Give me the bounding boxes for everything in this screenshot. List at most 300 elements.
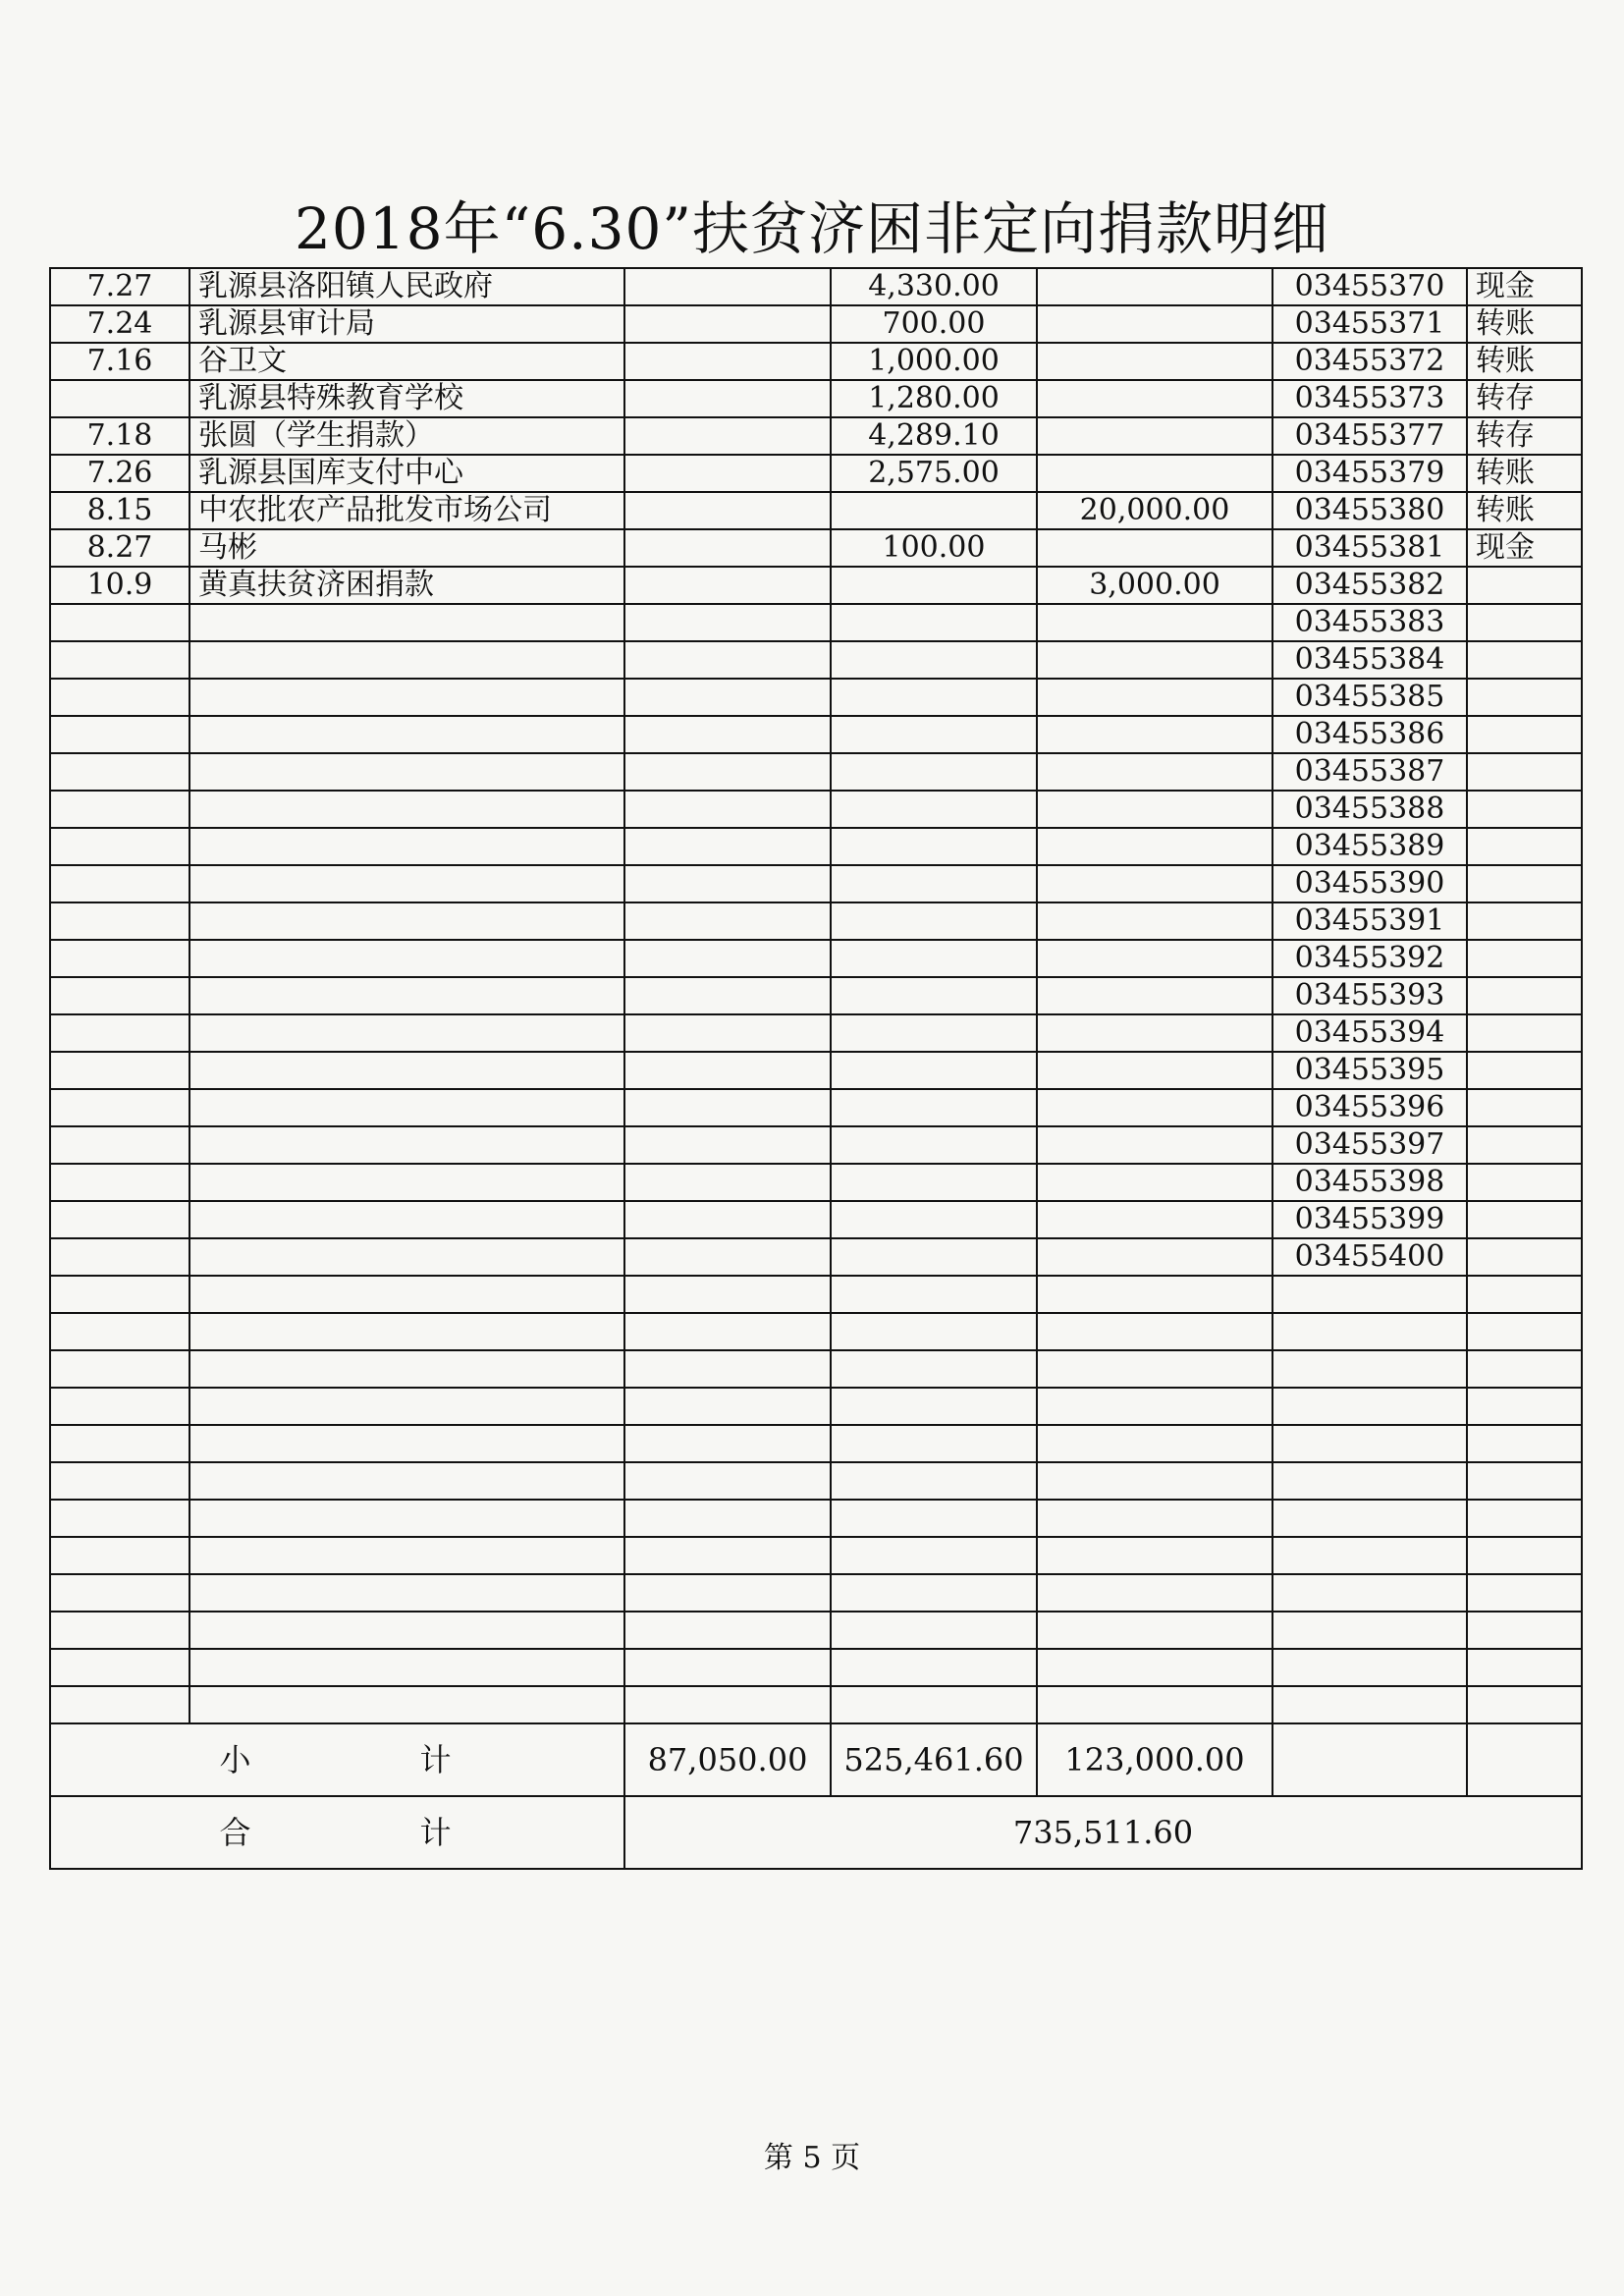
table-row bbox=[50, 1089, 1582, 1126]
receipt-number-cell: 03455397 bbox=[1272, 1126, 1467, 1164]
amount-col-b-cell bbox=[831, 791, 1037, 828]
donor-name-cell bbox=[189, 1201, 624, 1238]
receipt-number-cell: 03455382 bbox=[1272, 567, 1467, 604]
receipt-number-cell bbox=[1272, 1313, 1467, 1350]
table-row bbox=[50, 1238, 1582, 1276]
table-row bbox=[50, 940, 1582, 977]
date-cell bbox=[50, 641, 189, 679]
donor-name-cell bbox=[189, 1164, 624, 1201]
amount-col-c-cell bbox=[1037, 865, 1272, 902]
payment-method-cell bbox=[1467, 1164, 1582, 1201]
amount-col-b-cell bbox=[831, 604, 1037, 641]
payment-method-cell bbox=[1467, 641, 1582, 679]
donor-name-cell bbox=[189, 1388, 624, 1425]
amount-col-a-cell bbox=[624, 1014, 831, 1052]
receipt-number-cell bbox=[1272, 1649, 1467, 1686]
donor-name-cell: 乳源县洛阳镇人民政府 bbox=[189, 268, 624, 305]
summary-body bbox=[50, 1723, 1582, 1869]
donor-name-cell: 张圆（学生捐款） bbox=[189, 417, 624, 455]
receipt-number-cell: 03455400 bbox=[1272, 1238, 1467, 1276]
table-row bbox=[50, 604, 1582, 641]
donor-name-cell bbox=[189, 1350, 624, 1388]
amount-col-a-cell bbox=[624, 305, 831, 343]
donor-name-cell: 谷卫文 bbox=[189, 343, 624, 380]
table-row bbox=[50, 529, 1582, 567]
receipt-number-cell bbox=[1272, 1425, 1467, 1462]
payment-method-cell bbox=[1467, 1574, 1582, 1612]
date-cell bbox=[50, 828, 189, 865]
receipt-number-cell: 03455372 bbox=[1272, 343, 1467, 380]
date-cell bbox=[50, 1014, 189, 1052]
amount-col-c-cell bbox=[1037, 1462, 1272, 1500]
total-value: 735,511.60 bbox=[624, 1796, 1582, 1869]
receipt-number-cell: 03455377 bbox=[1272, 417, 1467, 455]
payment-method-cell: 转账 bbox=[1467, 455, 1582, 492]
payment-method-cell bbox=[1467, 791, 1582, 828]
amount-col-b-cell: 2,575.00 bbox=[831, 455, 1037, 492]
subtotal-col-b: 525,461.60 bbox=[831, 1723, 1037, 1796]
amount-col-b-cell bbox=[831, 1276, 1037, 1313]
donor-name-cell bbox=[189, 604, 624, 641]
table-row bbox=[50, 1350, 1582, 1388]
donor-name-cell bbox=[189, 1313, 624, 1350]
date-cell bbox=[50, 977, 189, 1014]
date-cell bbox=[50, 604, 189, 641]
amount-col-b-cell bbox=[831, 1649, 1037, 1686]
amount-col-b-cell bbox=[831, 1537, 1037, 1574]
amount-col-a-cell bbox=[624, 753, 831, 791]
payment-method-cell bbox=[1467, 1612, 1582, 1649]
amount-col-b-cell bbox=[831, 1164, 1037, 1201]
table-row bbox=[50, 1126, 1582, 1164]
receipt-number-cell: 03455394 bbox=[1272, 1014, 1467, 1052]
donor-name-cell bbox=[189, 1649, 624, 1686]
receipt-number-cell: 03455380 bbox=[1272, 492, 1467, 529]
amount-col-c-cell bbox=[1037, 902, 1272, 940]
amount-col-c-cell bbox=[1037, 828, 1272, 865]
subtotal-row bbox=[50, 1723, 1582, 1796]
amount-col-b-cell: 100.00 bbox=[831, 529, 1037, 567]
table-row bbox=[50, 1276, 1582, 1313]
amount-col-c-cell bbox=[1037, 417, 1272, 455]
table-row bbox=[50, 679, 1582, 716]
subtotal-col-a: 87,050.00 bbox=[624, 1723, 831, 1796]
amount-col-c-cell bbox=[1037, 268, 1272, 305]
receipt-number-cell: 03455392 bbox=[1272, 940, 1467, 977]
receipt-number-cell: 03455389 bbox=[1272, 828, 1467, 865]
date-cell bbox=[50, 791, 189, 828]
amount-col-b-cell bbox=[831, 977, 1037, 1014]
subtotal-method bbox=[1467, 1723, 1582, 1796]
amount-col-a-cell bbox=[624, 1276, 831, 1313]
amount-col-b-cell: 4,330.00 bbox=[831, 268, 1037, 305]
payment-method-cell bbox=[1467, 604, 1582, 641]
date-cell bbox=[50, 1126, 189, 1164]
donor-name-cell bbox=[189, 1574, 624, 1612]
amount-col-c-cell bbox=[1037, 1164, 1272, 1201]
payment-method-cell: 转存 bbox=[1467, 380, 1582, 417]
amount-col-b-cell: 1,280.00 bbox=[831, 380, 1037, 417]
subtotal-label-left: 小 bbox=[219, 1741, 251, 1778]
amount-col-c-cell bbox=[1037, 1686, 1272, 1723]
amount-col-c-cell bbox=[1037, 641, 1272, 679]
amount-col-c-cell bbox=[1037, 1052, 1272, 1089]
receipt-number-cell bbox=[1272, 1574, 1467, 1612]
donor-name-cell: 中农批农产品批发市场公司 bbox=[189, 492, 624, 529]
amount-col-c-cell bbox=[1037, 679, 1272, 716]
page-title: 2018年“6.30”扶贫济困非定向捐款明细 bbox=[294, 195, 1330, 262]
receipt-number-cell bbox=[1272, 1350, 1467, 1388]
amount-col-b-cell bbox=[831, 1350, 1037, 1388]
receipt-number-cell: 03455396 bbox=[1272, 1089, 1467, 1126]
amount-col-b-cell bbox=[831, 1126, 1037, 1164]
amount-col-b-cell: 1,000.00 bbox=[831, 343, 1037, 380]
amount-col-b-cell bbox=[831, 828, 1037, 865]
amount-col-c-cell bbox=[1037, 1350, 1272, 1388]
date-cell bbox=[50, 1388, 189, 1425]
page-number: 第 5 页 bbox=[763, 2141, 861, 2175]
table-row bbox=[50, 268, 1582, 305]
payment-method-cell: 转账 bbox=[1467, 305, 1582, 343]
amount-col-b-cell bbox=[831, 641, 1037, 679]
date-cell: 7.18 bbox=[50, 417, 189, 455]
payment-method-cell: 转账 bbox=[1467, 492, 1582, 529]
receipt-number-cell: 03455399 bbox=[1272, 1201, 1467, 1238]
amount-col-b-cell bbox=[831, 567, 1037, 604]
amount-col-c-cell bbox=[1037, 1089, 1272, 1126]
table-row bbox=[50, 343, 1582, 380]
donor-name-cell bbox=[189, 1052, 624, 1089]
amount-col-a-cell bbox=[624, 1574, 831, 1612]
amount-col-b-cell: 700.00 bbox=[831, 305, 1037, 343]
date-cell bbox=[50, 1052, 189, 1089]
date-cell bbox=[50, 1164, 189, 1201]
amount-col-c-cell bbox=[1037, 1537, 1272, 1574]
donor-name-cell bbox=[189, 641, 624, 679]
table-row bbox=[50, 1649, 1582, 1686]
amount-col-a-cell bbox=[624, 940, 831, 977]
date-cell bbox=[50, 1649, 189, 1686]
date-cell bbox=[50, 1313, 189, 1350]
amount-col-a-cell bbox=[624, 1313, 831, 1350]
amount-col-c-cell bbox=[1037, 604, 1272, 641]
payment-method-cell bbox=[1467, 1014, 1582, 1052]
table-row bbox=[50, 492, 1582, 529]
amount-col-c-cell bbox=[1037, 940, 1272, 977]
payment-method-cell bbox=[1467, 977, 1582, 1014]
amount-col-b-cell bbox=[831, 492, 1037, 529]
amount-col-a-cell bbox=[624, 1089, 831, 1126]
date-cell bbox=[50, 1574, 189, 1612]
payment-method-cell bbox=[1467, 1462, 1582, 1500]
amount-col-c-cell bbox=[1037, 977, 1272, 1014]
amount-col-c-cell bbox=[1037, 1649, 1272, 1686]
receipt-number-cell bbox=[1272, 1537, 1467, 1574]
amount-col-c-cell bbox=[1037, 1612, 1272, 1649]
amount-col-a-cell bbox=[624, 1126, 831, 1164]
receipt-number-cell bbox=[1272, 1500, 1467, 1537]
payment-method-cell bbox=[1467, 902, 1582, 940]
donor-name-cell: 乳源县审计局 bbox=[189, 305, 624, 343]
table-row bbox=[50, 716, 1582, 753]
payment-method-cell bbox=[1467, 940, 1582, 977]
subtotal-label-right: 计 bbox=[419, 1741, 452, 1778]
donor-name-cell bbox=[189, 1238, 624, 1276]
amount-col-a-cell bbox=[624, 791, 831, 828]
receipt-number-cell: 03455381 bbox=[1272, 529, 1467, 567]
donor-name-cell: 马彬 bbox=[189, 529, 624, 567]
amount-col-c-cell: 3,000.00 bbox=[1037, 567, 1272, 604]
receipt-number-cell: 03455393 bbox=[1272, 977, 1467, 1014]
amount-col-a-cell bbox=[624, 902, 831, 940]
amount-col-c-cell bbox=[1037, 1238, 1272, 1276]
payment-method-cell bbox=[1467, 1238, 1582, 1276]
payment-method-cell bbox=[1467, 716, 1582, 753]
amount-col-b-cell bbox=[831, 1462, 1037, 1500]
receipt-number-cell: 03455390 bbox=[1272, 865, 1467, 902]
receipt-number-cell: 03455386 bbox=[1272, 716, 1467, 753]
payment-method-cell bbox=[1467, 1313, 1582, 1350]
table-body bbox=[50, 268, 1582, 1723]
amount-col-c-cell bbox=[1037, 1201, 1272, 1238]
amount-col-b-cell bbox=[831, 865, 1037, 902]
table-row bbox=[50, 1164, 1582, 1201]
date-cell bbox=[50, 1612, 189, 1649]
receipt-number-cell bbox=[1272, 1276, 1467, 1313]
amount-col-a-cell bbox=[624, 865, 831, 902]
table-row bbox=[50, 1201, 1582, 1238]
payment-method-cell: 转账 bbox=[1467, 343, 1582, 380]
amount-col-b-cell bbox=[831, 716, 1037, 753]
amount-col-a-cell bbox=[624, 1612, 831, 1649]
payment-method-cell bbox=[1467, 1201, 1582, 1238]
table-row bbox=[50, 1388, 1582, 1425]
date-cell: 7.24 bbox=[50, 305, 189, 343]
amount-col-c-cell bbox=[1037, 1126, 1272, 1164]
amount-col-a-cell bbox=[624, 828, 831, 865]
receipt-number-cell bbox=[1272, 1462, 1467, 1500]
table-row bbox=[50, 1500, 1582, 1537]
amount-col-b-cell bbox=[831, 1574, 1037, 1612]
amount-col-a-cell bbox=[624, 455, 831, 492]
receipt-number-cell: 03455370 bbox=[1272, 268, 1467, 305]
receipt-number-cell: 03455398 bbox=[1272, 1164, 1467, 1201]
donor-name-cell bbox=[189, 1425, 624, 1462]
table-row bbox=[50, 865, 1582, 902]
table-row bbox=[50, 791, 1582, 828]
table-row bbox=[50, 1425, 1582, 1462]
amount-col-a-cell bbox=[624, 604, 831, 641]
subtotal-label bbox=[50, 1723, 624, 1796]
payment-method-cell bbox=[1467, 1388, 1582, 1425]
table-row bbox=[50, 417, 1582, 455]
table-row bbox=[50, 567, 1582, 604]
receipt-number-cell: 03455395 bbox=[1272, 1052, 1467, 1089]
amount-col-a-cell bbox=[624, 417, 831, 455]
date-cell: 10.9 bbox=[50, 567, 189, 604]
amount-col-a-cell bbox=[624, 679, 831, 716]
amount-col-c-cell bbox=[1037, 305, 1272, 343]
amount-col-a-cell bbox=[624, 1500, 831, 1537]
donor-name-cell bbox=[189, 1089, 624, 1126]
amount-col-c-cell bbox=[1037, 1388, 1272, 1425]
date-cell bbox=[50, 753, 189, 791]
date-cell bbox=[50, 1201, 189, 1238]
total-label-right: 计 bbox=[419, 1814, 452, 1851]
amount-col-c-cell: 20,000.00 bbox=[1037, 492, 1272, 529]
amount-col-a-cell bbox=[624, 977, 831, 1014]
date-cell bbox=[50, 1425, 189, 1462]
amount-col-b-cell bbox=[831, 1313, 1037, 1350]
payment-method-cell bbox=[1467, 865, 1582, 902]
receipt-number-cell bbox=[1272, 1686, 1467, 1723]
date-cell bbox=[50, 865, 189, 902]
table-row bbox=[50, 1537, 1582, 1574]
donor-name-cell bbox=[189, 977, 624, 1014]
payment-method-cell bbox=[1467, 1052, 1582, 1089]
donor-name-cell bbox=[189, 1612, 624, 1649]
payment-method-cell bbox=[1467, 567, 1582, 604]
amount-col-a-cell bbox=[624, 641, 831, 679]
amount-col-c-cell bbox=[1037, 455, 1272, 492]
amount-col-a-cell bbox=[624, 1649, 831, 1686]
date-cell bbox=[50, 1462, 189, 1500]
amount-col-c-cell bbox=[1037, 1276, 1272, 1313]
date-cell bbox=[50, 1537, 189, 1574]
table-row bbox=[50, 641, 1582, 679]
donor-name-cell bbox=[189, 1686, 624, 1723]
payment-method-cell bbox=[1467, 1686, 1582, 1723]
receipt-number-cell: 03455388 bbox=[1272, 791, 1467, 828]
amount-col-a-cell bbox=[624, 1164, 831, 1201]
payment-method-cell bbox=[1467, 1537, 1582, 1574]
amount-col-b-cell bbox=[831, 1014, 1037, 1052]
donor-name-cell bbox=[189, 940, 624, 977]
receipt-number-cell: 03455385 bbox=[1272, 679, 1467, 716]
payment-method-cell bbox=[1467, 1500, 1582, 1537]
table-row bbox=[50, 1574, 1582, 1612]
donor-name-cell bbox=[189, 1537, 624, 1574]
receipt-number-cell bbox=[1272, 1612, 1467, 1649]
receipt-number-cell: 03455384 bbox=[1272, 641, 1467, 679]
payment-method-cell bbox=[1467, 1089, 1582, 1126]
payment-method-cell bbox=[1467, 1649, 1582, 1686]
donor-name-cell bbox=[189, 902, 624, 940]
date-cell bbox=[50, 1686, 189, 1723]
payment-method-cell: 现金 bbox=[1467, 529, 1582, 567]
amount-col-b-cell bbox=[831, 679, 1037, 716]
donor-name-cell bbox=[189, 1014, 624, 1052]
date-cell: 7.16 bbox=[50, 343, 189, 380]
date-cell: 7.26 bbox=[50, 455, 189, 492]
date-cell bbox=[50, 716, 189, 753]
donor-name-cell: 黄真扶贫济困捐款 bbox=[189, 567, 624, 604]
amount-col-a-cell bbox=[624, 1201, 831, 1238]
date-cell bbox=[50, 1089, 189, 1126]
amount-col-a-cell bbox=[624, 1686, 831, 1723]
table-row bbox=[50, 455, 1582, 492]
amount-col-a-cell bbox=[624, 716, 831, 753]
amount-col-b-cell bbox=[831, 1201, 1037, 1238]
subtotal-receipt bbox=[1272, 1723, 1467, 1796]
receipt-number-cell: 03455383 bbox=[1272, 604, 1467, 641]
payment-method-cell: 现金 bbox=[1467, 268, 1582, 305]
amount-col-b-cell bbox=[831, 1500, 1037, 1537]
amount-col-a-cell bbox=[624, 1350, 831, 1388]
total-label-left: 合 bbox=[219, 1814, 251, 1851]
amount-col-a-cell bbox=[624, 343, 831, 380]
amount-col-b-cell: 4,289.10 bbox=[831, 417, 1037, 455]
amount-col-a-cell bbox=[624, 1462, 831, 1500]
amount-col-a-cell bbox=[624, 1425, 831, 1462]
date-cell: 8.15 bbox=[50, 492, 189, 529]
amount-col-a-cell bbox=[624, 567, 831, 604]
amount-col-b-cell bbox=[831, 1238, 1037, 1276]
date-cell bbox=[50, 1500, 189, 1537]
payment-method-cell bbox=[1467, 1126, 1582, 1164]
donor-name-cell bbox=[189, 828, 624, 865]
date-cell: 7.27 bbox=[50, 268, 189, 305]
amount-col-b-cell bbox=[831, 1612, 1037, 1649]
table-row bbox=[50, 305, 1582, 343]
donor-name-cell bbox=[189, 679, 624, 716]
amount-col-b-cell bbox=[831, 1686, 1037, 1723]
table-row bbox=[50, 1462, 1582, 1500]
date-cell: 8.27 bbox=[50, 529, 189, 567]
amount-col-b-cell bbox=[831, 1089, 1037, 1126]
payment-method-cell: 转存 bbox=[1467, 417, 1582, 455]
amount-col-b-cell bbox=[831, 1388, 1037, 1425]
date-cell bbox=[50, 679, 189, 716]
amount-col-c-cell bbox=[1037, 1425, 1272, 1462]
donor-name-cell bbox=[189, 791, 624, 828]
payment-method-cell bbox=[1467, 1425, 1582, 1462]
amount-col-c-cell bbox=[1037, 1313, 1272, 1350]
table-row bbox=[50, 1313, 1582, 1350]
amount-col-a-cell bbox=[624, 268, 831, 305]
amount-col-a-cell bbox=[624, 492, 831, 529]
amount-col-c-cell bbox=[1037, 343, 1272, 380]
table-row bbox=[50, 1052, 1582, 1089]
donor-name-cell bbox=[189, 1462, 624, 1500]
receipt-number-cell: 03455379 bbox=[1272, 455, 1467, 492]
payment-method-cell bbox=[1467, 753, 1582, 791]
amount-col-b-cell bbox=[831, 1425, 1037, 1462]
date-cell bbox=[50, 902, 189, 940]
receipt-number-cell: 03455387 bbox=[1272, 753, 1467, 791]
amount-col-a-cell bbox=[624, 529, 831, 567]
donor-name-cell bbox=[189, 1500, 624, 1537]
date-cell bbox=[50, 1276, 189, 1313]
date-cell bbox=[50, 1350, 189, 1388]
date-cell bbox=[50, 940, 189, 977]
table-row bbox=[50, 828, 1582, 865]
payment-method-cell bbox=[1467, 1350, 1582, 1388]
payment-method-cell bbox=[1467, 828, 1582, 865]
table-row bbox=[50, 1014, 1582, 1052]
table-row bbox=[50, 380, 1582, 417]
donor-name-cell: 乳源县国库支付中心 bbox=[189, 455, 624, 492]
amount-col-c-cell bbox=[1037, 716, 1272, 753]
donor-name-cell bbox=[189, 753, 624, 791]
payment-method-cell bbox=[1467, 679, 1582, 716]
donor-name-cell bbox=[189, 1276, 624, 1313]
table-row bbox=[50, 977, 1582, 1014]
donor-name-cell bbox=[189, 1126, 624, 1164]
donor-name-cell: 乳源县特殊教育学校 bbox=[189, 380, 624, 417]
amount-col-c-cell bbox=[1037, 529, 1272, 567]
amount-col-b-cell bbox=[831, 940, 1037, 977]
